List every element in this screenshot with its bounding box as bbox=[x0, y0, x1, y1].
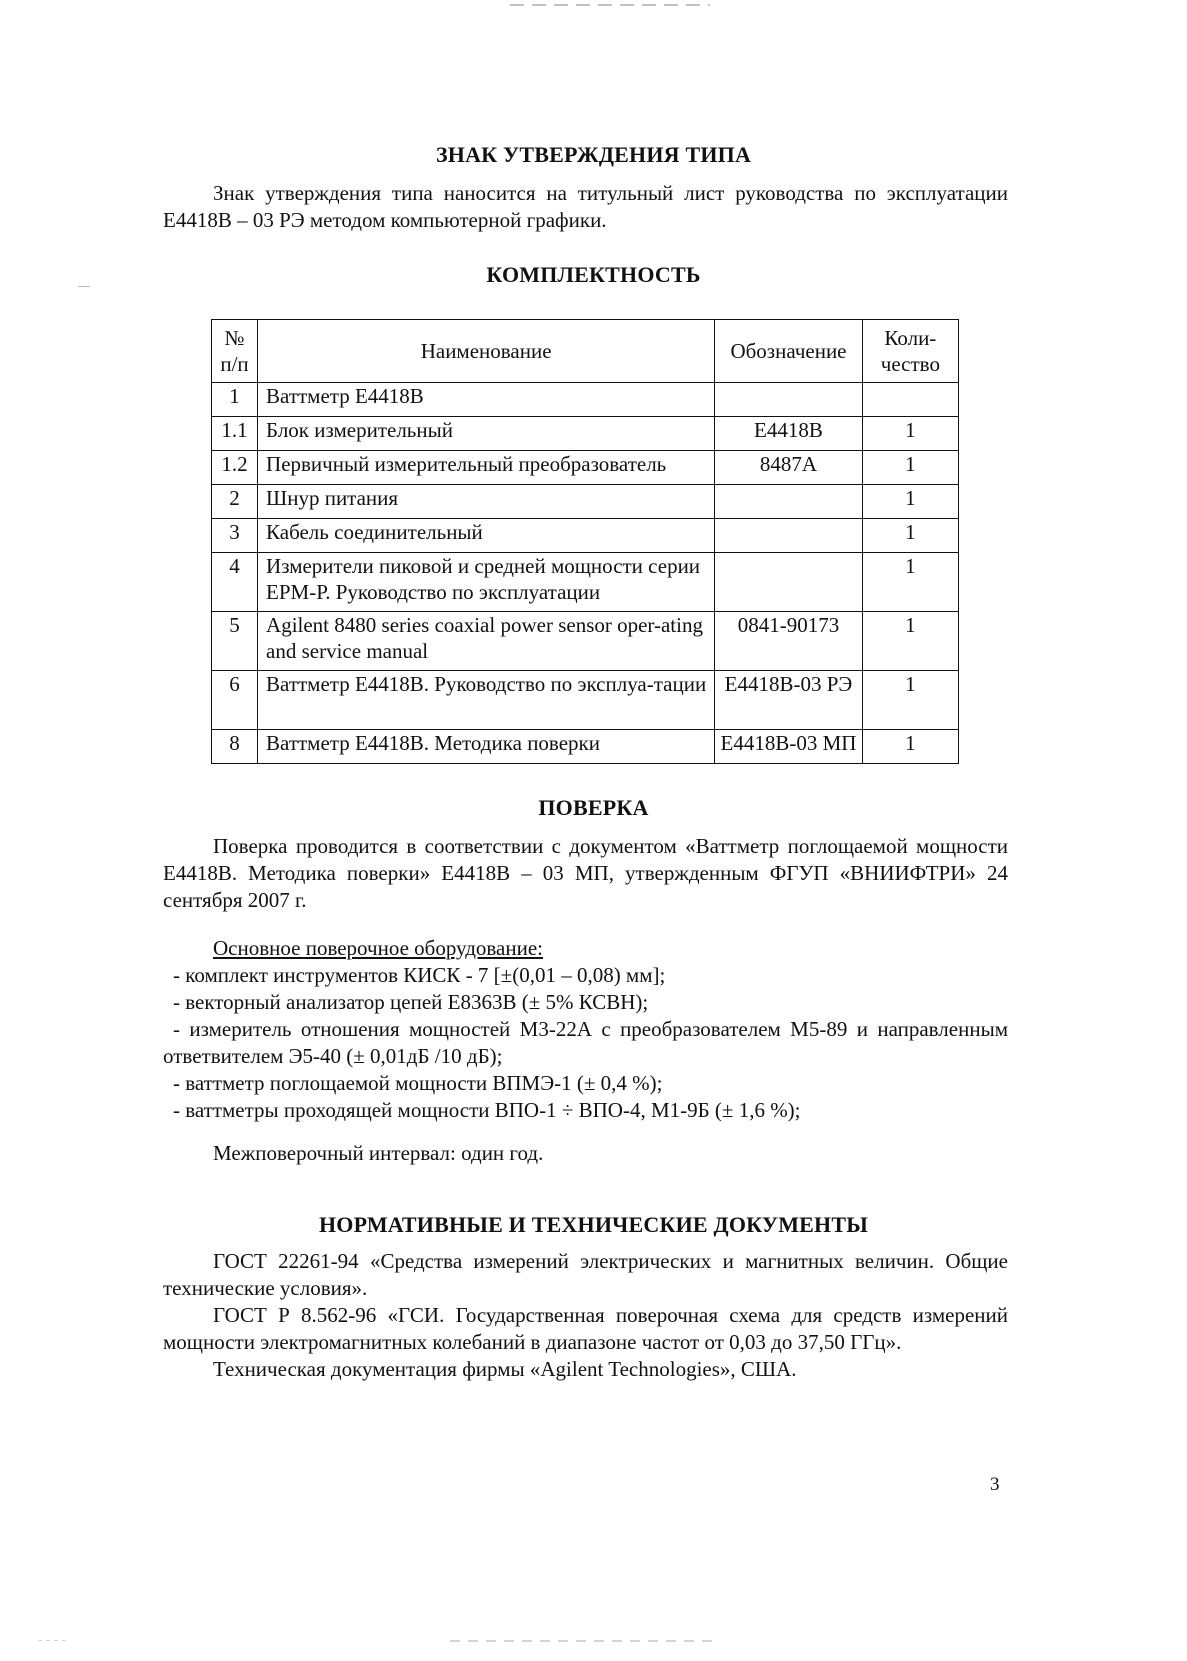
row-code: 0841-90173 bbox=[715, 612, 863, 671]
equipment-title bbox=[163, 935, 1008, 962]
row-name: Ваттметр Е4418В. Методика поверки bbox=[258, 730, 715, 764]
row-qty bbox=[862, 383, 958, 417]
table-row bbox=[212, 519, 959, 553]
row-qty: 1 bbox=[862, 553, 958, 612]
normative-item: ГОСТ Р 8.562-96 «ГСИ. Государственная поверочная схема для средств измерений мощности электромагнитных колебаний в диапазоне частот от 0,03 до 37,50 ГГц». bbox=[163, 1303, 1008, 1354]
row-code: Е4418В bbox=[715, 417, 863, 451]
scan-artifact bbox=[510, 4, 710, 6]
row-qty: 1 bbox=[862, 730, 958, 764]
normative-item: Техническая документация фирмы «Agilent Technologies», США. bbox=[213, 1357, 797, 1381]
row-qty: 1 bbox=[862, 485, 958, 519]
row-code bbox=[715, 485, 863, 519]
completeness-table bbox=[211, 319, 959, 764]
normative-list bbox=[163, 1248, 1008, 1383]
row-num: 8 bbox=[212, 730, 258, 764]
row-name: Блок измерительный bbox=[258, 417, 715, 451]
row-code: Е4418В-03 МП bbox=[715, 730, 863, 764]
scan-artifact bbox=[38, 1640, 68, 1641]
table-header-row bbox=[212, 320, 959, 383]
completeness-heading: КОМПЛЕКТНОСТЬ bbox=[486, 262, 701, 287]
row-code bbox=[715, 519, 863, 553]
row-code: 8487А bbox=[715, 451, 863, 485]
row-name: Agilent 8480 series coaxial power sensor oper-ating and service manual bbox=[258, 612, 715, 671]
equipment-item: - ваттметры проходящей мощности ВПО-1 ÷ ВПО-4, М1-9Б (± 1,6 %); bbox=[173, 1098, 801, 1122]
col-name-header: Наименование bbox=[258, 320, 715, 383]
scan-artifact bbox=[450, 1640, 720, 1642]
row-qty: 1 bbox=[862, 612, 958, 671]
row-name: Первичный измерительный преобразователь bbox=[258, 451, 715, 485]
table-row bbox=[212, 671, 959, 730]
table-row bbox=[212, 417, 959, 451]
row-name: Ваттметр Е4418В. Руководство по эксплуа-тации bbox=[258, 671, 715, 730]
equipment-item: - ваттметр поглощаемой мощности ВПМЭ-1 (± 0,4 %); bbox=[173, 1071, 663, 1095]
row-code bbox=[715, 383, 863, 417]
row-num: 2 bbox=[212, 485, 258, 519]
type-approval-heading: ЗНАК УТВЕРЖДЕНИЯ ТИПА bbox=[435, 142, 752, 167]
table-row bbox=[212, 485, 959, 519]
normative-heading: НОРМАТИВНЫЕ И ТЕХНИЧЕСКИЕ ДОКУМЕНТЫ bbox=[318, 1212, 869, 1237]
normative-item: ГОСТ 22261-94 «Средства измерений электрических и магнитных величин. Общие технические условия». bbox=[163, 1249, 1008, 1300]
table-row bbox=[212, 451, 959, 485]
row-name: Измерители пиковой и средней мощности серии ЕРМ-Р. Руководство по эксплуатации bbox=[258, 553, 715, 612]
col-num-header: № п/п bbox=[212, 320, 258, 383]
table-row bbox=[212, 383, 959, 417]
row-qty: 1 bbox=[862, 451, 958, 485]
page-number: 3 bbox=[990, 1474, 1000, 1495]
equipment-title-text: Основное поверочное оборудование: bbox=[213, 936, 544, 960]
row-name: Ваттметр Е4418В bbox=[258, 383, 715, 417]
equipment-item: - комплект инструментов КИСК - 7 [±(0,01 – 0,08) мм]; bbox=[173, 963, 666, 987]
row-name: Шнур питания bbox=[258, 485, 715, 519]
row-code: Е4418В-03 РЭ bbox=[715, 671, 863, 730]
row-qty: 1 bbox=[862, 519, 958, 553]
row-num: 3 bbox=[212, 519, 258, 553]
table-row bbox=[212, 730, 959, 764]
row-qty: 1 bbox=[862, 671, 958, 730]
row-num: 1.1 bbox=[212, 417, 258, 451]
verification-text: Поверка проводится в соответствии с документом «Ваттметр поглощаемой мощности Е4418В. Методика поверки» Е4418В – 03 МП, утвержденным ФГУП «ВНИИФТРИ» 24 сентября 2007 г. bbox=[163, 834, 1008, 912]
col-code-header: Обозначение bbox=[715, 320, 863, 383]
row-name: Кабель соединительный bbox=[258, 519, 715, 553]
row-num: 6 bbox=[212, 671, 258, 730]
table-row bbox=[212, 612, 959, 671]
row-qty: 1 bbox=[862, 417, 958, 451]
equipment-item: - измеритель отношения мощностей М3-22А с преобразователем М5-89 и направленным ответвителем Э5-40 (± 0,01дБ /10 дБ); bbox=[163, 1017, 1008, 1068]
verification-interval: Межповерочный интервал: один год. bbox=[213, 1141, 544, 1165]
table-row bbox=[212, 553, 959, 612]
type-approval-text: Знак утверждения типа наносится на титульный лист руководства по эксплуатации Е4418В – 03 РЭ методом компьютерной графики. bbox=[163, 181, 1008, 232]
row-num: 1.2 bbox=[212, 451, 258, 485]
row-num: 1 bbox=[212, 383, 258, 417]
row-code bbox=[715, 553, 863, 612]
row-num: 5 bbox=[212, 612, 258, 671]
verification-heading: ПОВЕРКА bbox=[538, 795, 649, 820]
row-num: 4 bbox=[212, 553, 258, 612]
equipment-item: - векторный анализатор цепей Е8363В (± 5% КСВН); bbox=[173, 990, 649, 1014]
col-qty-header: Коли-чество bbox=[862, 320, 958, 383]
equipment-list bbox=[163, 962, 1008, 1124]
